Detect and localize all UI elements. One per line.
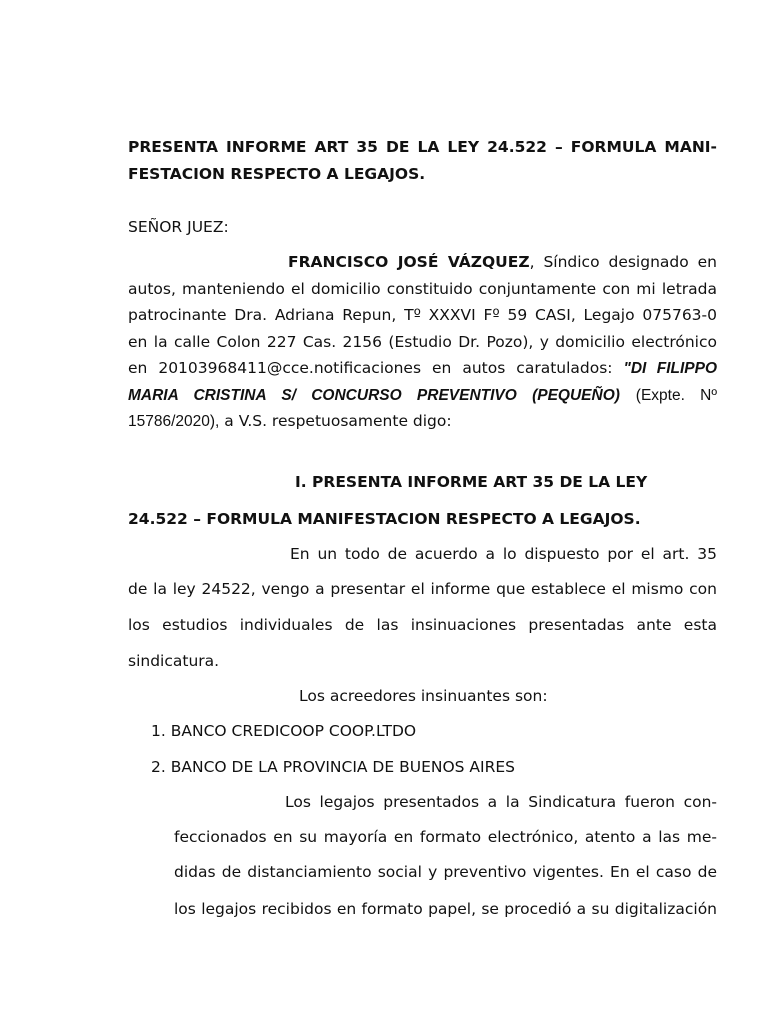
paragraph-2-line-1: Los legajos presentados a la Sindicatura fueron con- bbox=[285, 793, 717, 811]
document-title-line-2: FESTACION RESPECTO A LEGAJOS. bbox=[128, 165, 426, 183]
list-item-number: 2. bbox=[151, 758, 166, 776]
intro-line-2: autos, manteniendo el domicilio constituido conjuntamente con mi letrada bbox=[128, 280, 717, 298]
paragraph-1-line-2: de la ley 24522, vengo a presentar el informe que establece el mismo con bbox=[128, 580, 717, 598]
case-title-end: MARIA CRISTINA S/ CONCURSO PREVENTIVO (PEQUEÑO) bbox=[128, 387, 620, 404]
case-number-label: (Expte. Nº bbox=[635, 387, 718, 404]
intro-line-1 bbox=[288, 251, 717, 273]
paragraph-2-line-4: los legajos recibidos en formato papel, se procedió a su digitalización bbox=[174, 900, 717, 918]
list-item bbox=[151, 756, 717, 778]
paragraph-1-line-4: sindicatura. bbox=[128, 652, 220, 670]
paragraph-1-line-3: los estudios individuales de las insinuaciones presentadas ante esta bbox=[128, 616, 717, 634]
creditor-name: BANCO CREDICOOP COOP.LTDO bbox=[170, 722, 417, 740]
intro-line-5-text: en 20103968411@cce.notificaciones en autos caratulados: bbox=[128, 359, 613, 377]
paragraph-2-line-3: didas de distanciamiento social y preventivo vigentes. En el caso de bbox=[174, 863, 717, 881]
intro-closing: a V.S. respetuosamente digo: bbox=[219, 412, 452, 430]
creditor-name: BANCO DE LA PROVINCIA DE BUENOS AIRES bbox=[170, 758, 515, 776]
intro-line-7 bbox=[128, 410, 717, 432]
case-number: 15786/2020), bbox=[128, 413, 220, 430]
intro-line-5 bbox=[128, 357, 717, 379]
salutation: SEÑOR JUEZ: bbox=[128, 218, 229, 236]
intro-line-3: patrocinante Dra. Adriana Repun, Tº XXXVI Fº 59 CASI, Legajo 075763-0 bbox=[128, 306, 717, 324]
document-title-line-1: PRESENTA INFORME ART 35 DE LA LEY 24.522 – FORMULA MANI- bbox=[128, 138, 717, 156]
creditors-intro: Los acreedores insinuantes son: bbox=[299, 687, 548, 705]
intro-line-1-rest: , Síndico designado en bbox=[529, 253, 717, 271]
paragraph-1-line-1: En un todo de acuerdo a lo dispuesto por el art. 35 bbox=[290, 545, 717, 563]
list-item-number: 1. bbox=[151, 722, 166, 740]
section-heading-line-1: I. PRESENTA INFORME ART 35 DE LA LEY bbox=[295, 473, 648, 491]
intro-line-4: en la calle Colon 227 Cas. 2156 (Estudio Dr. Pozo), y domicilio electrónico bbox=[128, 333, 717, 351]
paragraph-2-line-2: feccionados en su mayoría en formato electrónico, atento a las me- bbox=[174, 828, 717, 846]
case-title-start: "DI FILIPPO bbox=[623, 360, 718, 377]
intro-line-6 bbox=[128, 384, 717, 406]
syndic-name: FRANCISCO JOSÉ VÁZQUEZ bbox=[288, 253, 530, 271]
list-item bbox=[151, 720, 717, 742]
section-heading-line-2: 24.522 – FORMULA MANIFESTACION RESPECTO A LEGAJOS. bbox=[128, 510, 641, 528]
